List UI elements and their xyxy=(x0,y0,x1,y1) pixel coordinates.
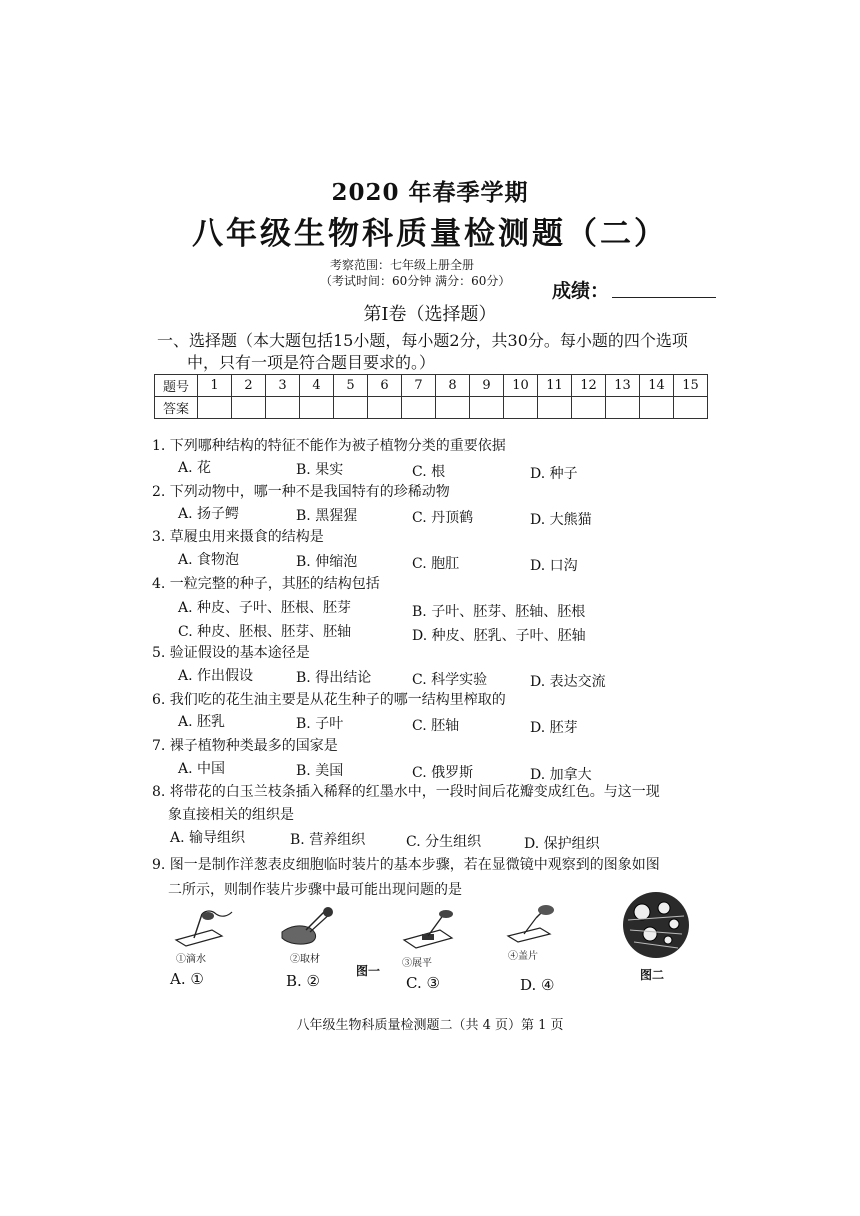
option[interactable]: D. 口沟 xyxy=(530,558,578,574)
score-blank[interactable] xyxy=(612,297,716,298)
answer-table-answer-row xyxy=(155,397,708,419)
option[interactable]: C. 根 xyxy=(412,464,446,480)
option[interactable]: D. 胚芽 xyxy=(530,720,578,736)
question-number: 14 xyxy=(640,375,674,397)
option[interactable]: C. 分生组织 xyxy=(406,834,482,850)
answer-cell[interactable] xyxy=(674,397,708,419)
question-stem: 3. 草履虫用来摄食的结构是 xyxy=(152,529,324,545)
row-label: 题号 xyxy=(155,375,198,397)
question-stem-cont: 象直接相关的组织是 xyxy=(168,807,294,823)
answer-cell[interactable] xyxy=(300,397,334,419)
option[interactable]: A. ① xyxy=(170,970,204,988)
option[interactable]: C. 俄罗斯 xyxy=(412,765,474,781)
option[interactable]: B. 子叶、胚芽、胚轴、胚根 xyxy=(412,604,586,620)
exam-time: （考试时间：60分钟 满分：60分） xyxy=(320,274,511,288)
question-stem: 1. 下列哪种结构的特征不能作为被子植物分类的重要依据 xyxy=(152,438,506,454)
option[interactable]: A. 作出假设 xyxy=(178,668,254,684)
dropper-step-illustration xyxy=(172,906,236,950)
option[interactable]: C. ③ xyxy=(406,974,440,992)
question-number: 4 xyxy=(300,375,334,397)
question-stem: 9. 图一是制作洋葱表皮细胞临时装片的基本步骤，若在显微镜中观察到的图象如图 xyxy=(152,857,660,873)
option[interactable]: C. 种皮、胚根、胚芽、胚轴 xyxy=(178,624,352,640)
microscope-view-image xyxy=(620,890,692,960)
option[interactable]: B. 伸缩泡 xyxy=(296,554,358,570)
option[interactable]: A. 胚乳 xyxy=(178,714,226,730)
question-stem: 5. 验证假设的基本途径是 xyxy=(152,645,310,661)
question-number: 9 xyxy=(470,375,504,397)
volume-title: 第Ⅰ卷（选择题） xyxy=(363,304,497,325)
question-number: 2 xyxy=(232,375,266,397)
option[interactable]: B. 黑猩猩 xyxy=(296,508,358,524)
option[interactable]: B. ② xyxy=(286,972,321,990)
figure2-label: 图二 xyxy=(640,968,665,982)
option[interactable]: A. 输导组织 xyxy=(170,830,246,846)
option[interactable]: C. 丹顶鹤 xyxy=(412,510,474,526)
answer-cell[interactable] xyxy=(402,397,436,419)
option[interactable]: D. 保护组织 xyxy=(524,836,600,852)
option[interactable]: A. 食物泡 xyxy=(178,552,240,568)
option[interactable]: A. 扬子鳄 xyxy=(178,506,240,522)
option[interactable]: C. 胚轴 xyxy=(412,718,460,734)
answer-cell[interactable] xyxy=(368,397,402,419)
answer-table-header-row xyxy=(155,375,708,397)
option[interactable]: A. 种皮、子叶、胚根、胚芽 xyxy=(178,600,352,616)
option[interactable]: D. 种子 xyxy=(530,466,578,482)
option[interactable]: D. 表达交流 xyxy=(530,674,606,690)
option[interactable]: D. 大熊猫 xyxy=(530,512,592,528)
option[interactable]: A. 中国 xyxy=(178,761,226,777)
question-number: 12 xyxy=(572,375,606,397)
question-number: 8 xyxy=(436,375,470,397)
question-number: 13 xyxy=(606,375,640,397)
option[interactable]: D. 加拿大 xyxy=(530,767,592,783)
year-title: 2020 年春季学期 xyxy=(331,179,529,206)
answer-table xyxy=(154,374,708,419)
question-number: 7 xyxy=(402,375,436,397)
option[interactable]: B. 营养组织 xyxy=(290,832,366,848)
coverslip-step-illustration xyxy=(504,900,566,946)
question-stem: 6. 我们吃的花生油主要是从花生种子的哪一结构里榨取的 xyxy=(152,692,506,708)
answer-cell[interactable] xyxy=(334,397,368,419)
step-label: ③展平 xyxy=(402,958,432,969)
step-label: ①滴水 xyxy=(176,954,206,965)
exam-title: 八年级生物科质量检测题（二） xyxy=(192,216,668,252)
option[interactable]: B. 果实 xyxy=(296,462,344,478)
question-number: 6 xyxy=(368,375,402,397)
section-heading: 一、选择题（本大题包括15小题，每小题2分，共30分。每小题的四个选项 xyxy=(157,331,688,350)
answer-cell[interactable] xyxy=(606,397,640,419)
option[interactable]: C. 胞肛 xyxy=(412,556,460,572)
answer-cell[interactable] xyxy=(232,397,266,419)
step-label: ④盖片 xyxy=(508,951,538,962)
section-heading-cont: 中，只有一项是符合题目要求的。） xyxy=(187,353,436,372)
answer-cell[interactable] xyxy=(198,397,232,419)
question-stem: 7. 裸子植物种类最多的国家是 xyxy=(152,738,338,754)
tweezers-step-illustration xyxy=(276,902,346,948)
needle-step-illustration xyxy=(400,906,464,950)
option[interactable]: C. 科学实验 xyxy=(412,672,488,688)
answer-cell[interactable] xyxy=(572,397,606,419)
option[interactable]: B. 子叶 xyxy=(296,716,344,732)
answer-cell[interactable] xyxy=(504,397,538,419)
answer-cell[interactable] xyxy=(640,397,674,419)
page-footer: 八年级生物科质量检测题二（共 4 页）第 1 页 xyxy=(296,1018,564,1033)
question-stem: 2. 下列动物中，哪一种不是我国特有的珍稀动物 xyxy=(152,484,450,500)
question-number: 10 xyxy=(504,375,538,397)
question-stem: 8. 将带花的白玉兰枝条插入稀释的红墨水中，一段时间后花瓣变成红色。与这一现 xyxy=(152,784,660,800)
exam-scope: 考察范围：七年级上册全册 xyxy=(330,258,475,272)
option[interactable]: B. 得出结论 xyxy=(296,670,372,686)
question-stem: 4. 一粒完整的种子，其胚的结构包括 xyxy=(152,576,380,592)
option[interactable]: A. 花 xyxy=(178,460,212,476)
answer-cell[interactable] xyxy=(538,397,572,419)
answer-cell[interactable] xyxy=(266,397,300,419)
answer-cell[interactable] xyxy=(470,397,504,419)
row-label: 答案 xyxy=(155,397,198,419)
step-label: ②取材 xyxy=(290,954,320,965)
option[interactable]: B. 美国 xyxy=(296,763,344,779)
question-number: 3 xyxy=(266,375,300,397)
question-number: 1 xyxy=(198,375,232,397)
answer-cell[interactable] xyxy=(436,397,470,419)
score-label: 成绩： xyxy=(552,280,610,302)
figure1-label: 图一 xyxy=(356,964,381,978)
question-number: 5 xyxy=(334,375,368,397)
question-number: 11 xyxy=(538,375,572,397)
question-number: 15 xyxy=(674,375,708,397)
option[interactable]: D. ④ xyxy=(520,976,555,994)
option[interactable]: D. 种皮、胚乳、子叶、胚轴 xyxy=(412,628,586,644)
question-stem-cont: 二所示，则制作装片步骤中最可能出现问题的是 xyxy=(168,882,462,898)
